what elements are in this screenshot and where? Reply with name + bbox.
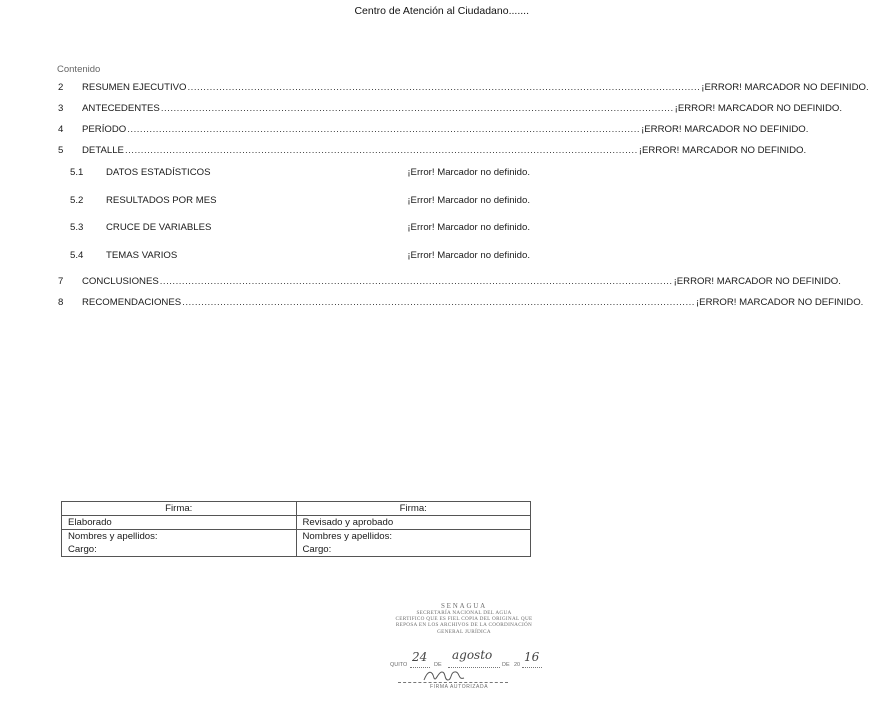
stamp-line: SECRETARÍA NACIONAL DEL AGUA — [416, 610, 512, 616]
header-title: Centro de Atención al Ciudadano....... — [354, 5, 529, 17]
right-signature-header: Firma: — [296, 502, 531, 516]
toc-entry-page: ¡Error! Marcador no definido. — [407, 250, 530, 261]
toc-entry-page: ¡Error! Marcador no definido. — [407, 222, 530, 233]
toc-entry-number: 3 — [58, 103, 64, 114]
signature-line — [398, 682, 508, 683]
right-cargo-label: Cargo: — [296, 543, 531, 557]
stamp-line: GENERAL JURÍDICA — [437, 628, 491, 635]
toc-entry-title: CONCLUSIONES — [82, 276, 159, 287]
toc-entry-page: ¡Error! Marcador no definido. — [407, 167, 530, 178]
toc-entry-3[interactable] — [58, 103, 843, 115]
stamp-de: DE — [502, 662, 510, 668]
stamp-org: SENAGUA — [440, 602, 488, 610]
toc-entry-number: 8 — [58, 297, 64, 308]
stamp-month: agosto — [452, 648, 493, 662]
revisado-label: Revisado y aprobado — [296, 516, 531, 530]
toc-subentry-5-1[interactable] — [70, 167, 530, 178]
toc-leader: .................................................................................................................................................................. — [127, 124, 641, 135]
toc-entry-title: CRUCE DE VARIABLES — [106, 222, 212, 233]
toc-leader: .................................................................................................................................................................. — [187, 82, 701, 93]
toc-leader: .................................................................................................................................................................. — [159, 276, 673, 287]
toc-entry-page: ¡ERROR! MARCADOR NO DEFINIDO. — [695, 297, 864, 308]
toc-entry-number: 5.3 — [70, 222, 84, 233]
toc-leader: .................................................................................................................................................................. — [182, 297, 695, 308]
stamp-year: 16 — [524, 650, 540, 664]
toc-entry-title: RECOMENDACIONES — [82, 297, 182, 308]
toc-subentry-5-2[interactable] — [70, 195, 530, 206]
toc-entry-number: 5.4 — [70, 250, 84, 261]
toc-entry-number: 7 — [58, 276, 64, 287]
stamp-city: QUITO — [390, 662, 408, 668]
toc-leader: .................................................................................................................................................................. — [124, 145, 638, 156]
toc-subentry-5-4[interactable] — [70, 250, 530, 261]
stamp-de: DE — [434, 662, 442, 668]
toc-entry-2[interactable] — [58, 82, 869, 94]
toc-entry-title: DATOS ESTADÍSTICOS — [106, 167, 211, 178]
toc-entry-title: RESUMEN EJECUTIVO — [82, 82, 187, 93]
toc-entry-page: ¡ERROR! MARCADOR NO DEFINIDO. — [701, 82, 869, 93]
toc-entry-number: 5.1 — [70, 167, 84, 178]
toc-heading: Contenido — [57, 64, 101, 75]
left-signature-header: Firma: — [62, 502, 297, 516]
toc-entry-8[interactable] — [58, 297, 864, 309]
left-names-label: Nombres y apellidos: — [62, 530, 297, 544]
signature-table — [61, 501, 531, 557]
toc-entry-page: ¡ERROR! MARCADOR NO DEFINIDO. — [673, 276, 841, 287]
toc-entry-number: 2 — [58, 82, 64, 93]
toc-entry-5[interactable] — [58, 145, 807, 157]
stamp-line: CERTIFICO QUE ES FIEL COPIA DEL ORIGINAL QUE — [395, 616, 533, 623]
stamp-line: REPOSA EN LOS ARCHIVOS DE LA COORDINACIÓN — [395, 622, 533, 629]
toc-entry-page: ¡Error! Marcador no definido. — [407, 195, 530, 206]
toc-entry-number: 5 — [58, 145, 64, 156]
toc-entry-4[interactable] — [58, 124, 809, 136]
toc-entry-title: DETALLE — [82, 145, 124, 156]
toc-subentry-5-3[interactable] — [70, 222, 530, 233]
toc-entry-page: ¡ERROR! MARCADOR NO DEFINIDO. — [638, 145, 807, 156]
toc-entry-title: TEMAS VARIOS — [106, 250, 178, 261]
certification-stamp — [380, 602, 548, 635]
toc-entry-number: 5.2 — [70, 195, 84, 206]
toc-entry-title: PERÍODO — [82, 124, 127, 135]
left-cargo-label: Cargo: — [62, 543, 297, 557]
toc-entry-number: 4 — [58, 124, 64, 135]
elaborado-label: Elaborado — [62, 516, 297, 530]
toc-entry-title: ANTECEDENTES — [82, 103, 160, 114]
toc-entry-page: ¡ERROR! MARCADOR NO DEFINIDO. — [641, 124, 809, 135]
toc-entry-page: ¡ERROR! MARCADOR NO DEFINIDO. — [674, 103, 843, 114]
authorized-signature-label: FIRMA AUTORIZADA — [430, 684, 489, 690]
toc-entry-title: RESULTADOS POR MES — [106, 195, 217, 206]
right-names-label: Nombres y apellidos: — [296, 530, 531, 544]
stamp-year-prefix: 20 — [514, 662, 521, 668]
stamp-day: 24 — [412, 650, 428, 664]
toc-leader: .................................................................................................................................................................. — [160, 103, 674, 114]
toc-entry-7[interactable] — [58, 276, 841, 288]
